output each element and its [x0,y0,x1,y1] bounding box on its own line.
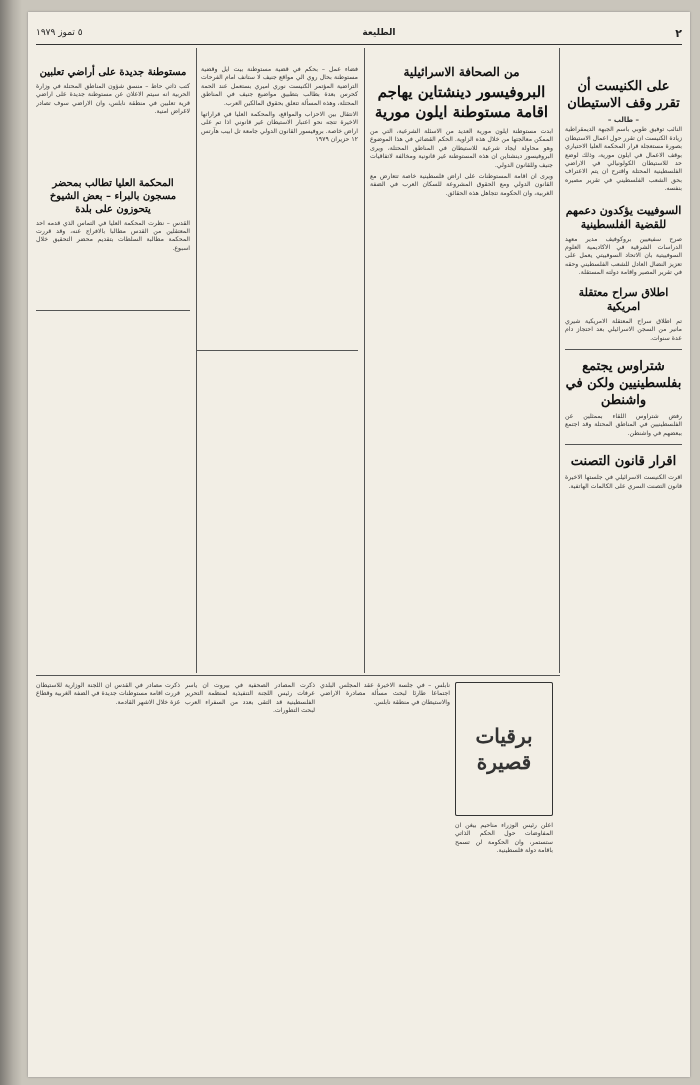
brief-body: نابلس – في جلسة الاخيرة عقد المجلس البلدي اجتماعا طارئا لبحث مسألة مصادرة الاراضي والاستيطان في منطقة نابلس. [320,682,450,706]
article-body: كتب ذاتي حاط – منسق شؤون المناطق المحتلة في وزارة الحربية انه سيتم الاعلان عن مستوطنة جديدة على اراضي قرية تعلبين في منطقة نابلس، وان الاراضي سوف تصادر لاغراض امنية. [36,83,190,116]
headline-knesset: على الكنيست أن تقرر وقف الاستيطان [567,79,680,111]
article-body: اقرت الكنيست الاسرائيلي في جلستها الاخيرة قانون التصنت السري على الكالمات الهاتفية. [565,474,682,490]
headline-strauss: شتراوس يجتمع بفلسطينيين ولكن في واشنطن [565,358,682,408]
section-title: الطليعة [362,28,396,38]
left-column [36,48,190,673]
headline-release: اطلاق سراح معتقلة امريكية [578,285,669,313]
bottom-col-3 [185,682,315,1072]
article-body: صرح سفيعيين بروكوفيف مدير معهد الدراسات الشرقية في الاكاديمية العلوم السوفييتية بان الاتحاد السوفييتي يعمل على تعزيز النضال العادل للشعب الفلسطيني وحقه في تقرير المصير واقامة دولته المستقلة. [565,235,682,277]
column-rule [196,48,197,673]
article-body: ويرى ان اقامة المستوطنات على اراض فلسطينية خاصة تتعارض مع القانون الدولي ومع الحقوق المشروعة للسكان العرب في الضفة الغربية، وان الحكومة تتجاهل هذه الحقائق. [370,173,553,197]
page-header [36,22,682,45]
bottom-col-1 [455,682,553,1072]
brief-body: ذكرت مصادر في القدس ان اللجنة الوزارية للاستيطان قررت اقامة مستوطنات جديدة في الضفة الغربية وقطاع غزة خلال الاشهر القادمة. [36,682,180,706]
bottom-col-2 [320,682,450,1072]
headline-dinstein: البروفيسور دينشتاين يهاجم اقامة مستوطنة ايلون مورية [374,83,549,121]
column-rule [364,48,365,673]
article-rule [565,444,682,445]
article-body: النائب توفيق طوبي باسم الجبهة الديمقراطية زيادة الكنيست ان تقرر حول اعمال الاستيطان بصورة مستعجلة قرار المحكمة العليا الاحتياري بوقف الاعمال في ايلون مورية، وذلك لوضع حد للاستيطان الكولونيالي في الاراضي الفلسطينية المحتلة واقترح ان يتم الاعتراف بحق الشعب الفلسطيني في تقرير مصيره بنفسه. [565,126,682,193]
article-body: فضاء عمل – بحكم في قضية مستوطنة بيت ايل وقضية مستوطنة بحال روي الي مواقع جنيف لا ستانف امام الفرحات التراضية المؤتمر الكنيست نوري اميري بستعمل عند الحمة كحرس بعدة بطالب بتطبيق مواضيع جنيف في المناطق المحتلة، وهذه المسألة تتعلق بحقوق المالكين العرب. [201,66,358,107]
brief-body: اعلن رئيس الوزراء مناحيم بيغن ان المفاوضات حول الحكم الذاتي ستستمر، وان الحكومة لن تسمح باقامة دولة فلسطينية. [455,822,553,855]
article-body: رفض شتراوس اللقاء بممثلين عن الفلسطينيين في المناطق المحتلة وقد اجتمع ببعضهم في واشنطن. [565,412,682,437]
headline-soviets: السوفييت يؤكدون دعمهم للقضية الفلسطينية [565,203,682,231]
page-number: ٢ [675,26,682,40]
issue-date: ٥ تموز ١٩٧٩ [36,28,83,38]
center-right-column [370,48,553,673]
article-body: تم اطلاق سراح المعتقلة الامريكية شيري مانير من السجن الاسرائيلي بعد احتجاز دام عدة سنوات. [565,317,682,342]
column-rule [559,48,560,673]
article-rule [565,349,682,350]
center-left-column [201,48,358,673]
headline-wiretap: اقرار قانون التصنت [570,454,677,470]
headline-court: المحكمة العليا تطالب بمحضر مسجون بالبراء – بعض الشيوخ يتحوزون على بلدة [49,177,177,215]
briefs-title: برقيات قصيرة [455,682,553,816]
right-column [565,48,682,1063]
byline: – طالب – [607,116,640,124]
brief-body: ذكرت المصادر الصحفية في بيروت ان ياسر عرفات رئيس اللجنة التنفيذية لمنظمة التحرير الفلسطينية قد التقى بعدد من السفراء العرب لبحث التطورات. [185,682,315,715]
article-body: الانتقال بين الاحزاب والمواقع، والمحكمة العليا في قراراتها الاخيرة تتجه نحو اعتبار الاستيطان غير قانوني اذا تم على اراض خاصة. بروفيسور القانون الدولي جامعة تل ابيب هآرتس ١٢ حزيران ١٩٧٩ [201,111,358,144]
headline-settlement: مستوطنة جديدة على أراضي تعلبين [39,67,187,78]
page-binding [0,0,22,1085]
kicker: من الصحافة الاسرائيلية [403,65,520,79]
bottom-col-4 [36,682,180,1072]
section-rule [36,675,560,676]
article-body: القدس – نظرت المحكمة العليا في التماس الذي قدمه احد المعتقلين من القدس مطالبا بالافراج عنه، وقد قررت المحكمة مطالبة السلطات بتقديم محضر التحقيق خلال اسبوع. [36,219,190,252]
article-body: ابدت مستوطنة ايلون مورية العديد من الاسئلة الشرعية، التي من الممكن معالجتها من خلال هذه الزاوية. الحكم القضائي في هذا الموضوع وهو محاولة ايجاد شرعية للاستيطان في المناطق المحتلة، ويرى البروفيسور دينشتاين ان هذه المستوطنة غير قانونية ومخالفة لاتفاقيات جنيف وللقانون الدولي. [370,128,553,169]
newspaper-page [28,12,690,1077]
